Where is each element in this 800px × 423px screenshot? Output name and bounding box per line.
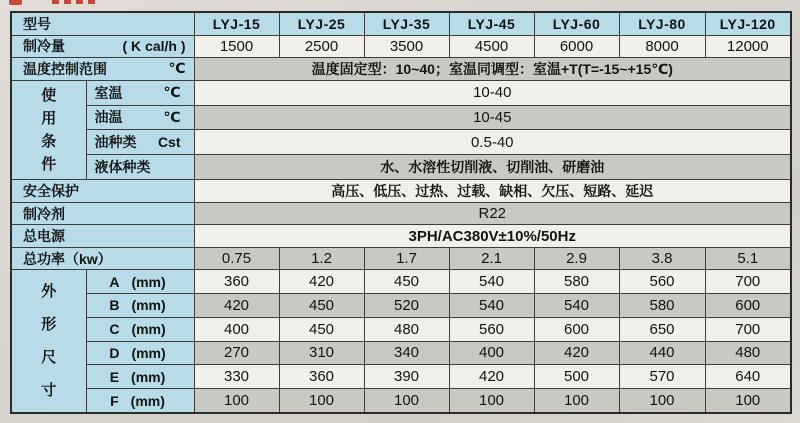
dim-value-cell: 540 — [449, 270, 534, 294]
dimension-row-C — [11, 317, 791, 341]
dim-value-cell: 500 — [534, 365, 619, 389]
dim-value-cell: 480 — [705, 341, 791, 365]
temp-control-range-label — [11, 58, 194, 81]
total-power-value-cell: 5.1 — [705, 247, 791, 270]
refrigerant-label: 制冷剂 — [11, 202, 194, 225]
total-power-value-cell: 0.75 — [194, 247, 279, 270]
liquid-type-value: 水、水溶性切削液、切削油、研磨油 — [194, 155, 791, 180]
model-header-cell: LYJ-120 — [705, 12, 791, 35]
dim-value-cell: 420 — [534, 341, 619, 365]
dim-value-cell: 100 — [619, 389, 705, 414]
dim-value-cell: 560 — [449, 317, 534, 341]
dim-value-cell: 650 — [619, 317, 705, 341]
dim-value-cell: 600 — [534, 317, 619, 341]
cooling-capacity-label — [11, 35, 194, 58]
dim-value-cell: 270 — [194, 341, 279, 365]
dim-value-cell: 100 — [279, 389, 364, 414]
cooling-capacity-value-cell: 6000 — [534, 35, 619, 58]
temp-control-range-label-text: 温度控制范围 — [23, 60, 107, 77]
dim-value-cell: 640 — [705, 365, 791, 389]
dim-value-cell: 100 — [364, 389, 449, 414]
room-temp-label: 室温 ℃ — [86, 80, 194, 105]
dim-value-cell: 450 — [364, 270, 449, 294]
dim-value-cell: 330 — [194, 365, 279, 389]
safety-protection-row — [11, 180, 791, 203]
dim-value-cell: 700 — [705, 270, 791, 294]
cooling-capacity-label-text: 制冷量 — [23, 38, 65, 55]
usage-oil-type-row — [11, 130, 791, 155]
dimension-row-D — [11, 341, 791, 365]
safety-protection-label: 安全保护 — [11, 180, 194, 203]
power-supply-value: 3PH/AC380V±10%/50Hz — [194, 225, 791, 248]
dim-value-cell: 440 — [619, 341, 705, 365]
model-header-cell: LYJ-35 — [364, 12, 449, 35]
usage-liquid-type-row — [11, 155, 791, 180]
model-header-cell: LYJ-25 — [279, 12, 364, 35]
dim-value-cell: 480 — [364, 317, 449, 341]
cooling-capacity-value-cell: 3500 — [364, 35, 449, 58]
dim-value-cell: 400 — [449, 341, 534, 365]
dim-D-label: D (mm) — [86, 341, 194, 365]
cropped-red-heading-fragment — [9, 0, 22, 5]
dim-value-cell: 580 — [619, 294, 705, 318]
cooling-capacity-value-cell: 4500 — [449, 35, 534, 58]
dim-value-cell: 390 — [364, 365, 449, 389]
dim-C-label: C (mm) — [86, 317, 194, 341]
oil-temp-label: 油温 ℃ — [86, 105, 194, 130]
dim-A-label: A (mm) — [86, 270, 194, 294]
dim-value-cell: 360 — [194, 270, 279, 294]
dim-value-cell: 100 — [194, 389, 279, 414]
dim-value-cell: 100 — [705, 389, 791, 414]
total-power-value-cell: 1.7 — [364, 247, 449, 270]
cooling-capacity-value-cell: 2500 — [279, 35, 364, 58]
dim-value-cell: 420 — [279, 270, 364, 294]
dim-value-cell: 340 — [364, 341, 449, 365]
temp-control-range-value: 温度固定型：10~40；室温同调型：室温+T(T=-15~+15℃) — [194, 58, 791, 81]
dim-value-cell: 600 — [705, 294, 791, 318]
dim-value-cell: 540 — [449, 294, 534, 318]
dim-value-cell: 100 — [534, 389, 619, 414]
dim-value-cell: 100 — [449, 389, 534, 414]
model-header-cell: LYJ-45 — [449, 12, 534, 35]
oil-viscosity-value: 0.5-40 — [194, 130, 791, 155]
dim-value-cell: 520 — [364, 294, 449, 318]
dim-value-cell: 450 — [279, 294, 364, 318]
dim-value-cell: 560 — [619, 270, 705, 294]
temp-control-range-unit: ℃ — [168, 60, 186, 77]
cooling-capacity-value-cell: 1500 — [194, 35, 279, 58]
cooling-capacity-unit: ( K cal/h ) — [122, 38, 186, 55]
power-supply-label: 总电源 — [11, 225, 194, 248]
dim-value-cell: 400 — [194, 317, 279, 341]
power-supply-row — [11, 225, 791, 248]
model-row — [11, 12, 791, 35]
total-power-value-cell: 1.2 — [279, 247, 364, 270]
temp-control-range-row — [11, 58, 791, 81]
cooling-capacity-value-cell: 12000 — [705, 35, 791, 58]
dimension-row-F — [11, 389, 791, 414]
dim-value-cell: 540 — [534, 294, 619, 318]
oil-viscosity-label: 油种类 Cst — [86, 130, 194, 155]
cropped-red-heading-fragment — [52, 0, 98, 4]
total-power-value-cell: 3.8 — [619, 247, 705, 270]
dim-value-cell: 450 — [279, 317, 364, 341]
cooling-capacity-value-cell: 8000 — [619, 35, 705, 58]
dim-B-label: B (mm) — [86, 294, 194, 318]
model-row-label: 型号 — [11, 12, 194, 35]
dim-value-cell: 420 — [194, 294, 279, 318]
dim-value-cell: 360 — [279, 365, 364, 389]
dimensions-group-label: 外形尺寸 — [11, 270, 86, 413]
dimension-row-B — [11, 294, 791, 318]
safety-protection-value: 高压、低压、过热、过载、缺相、欠压、短路、延迟 — [194, 180, 791, 203]
dim-value-cell: 580 — [534, 270, 619, 294]
total-power-value-cell: 2.1 — [449, 247, 534, 270]
usage-oil-temp-row — [11, 105, 791, 130]
model-header-cell: LYJ-60 — [534, 12, 619, 35]
model-header-cell: LYJ-15 — [194, 12, 279, 35]
dim-value-cell: 310 — [279, 341, 364, 365]
usage-conditions-group-label: 使用条件 — [11, 80, 86, 180]
total-power-row — [11, 247, 791, 270]
total-power-value-cell: 2.9 — [534, 247, 619, 270]
dimension-row-E — [11, 365, 791, 389]
dim-value-cell: 420 — [449, 365, 534, 389]
dim-value-cell: 700 — [705, 317, 791, 341]
dim-F-label: F (mm) — [86, 389, 194, 414]
dimension-row-A — [11, 270, 791, 294]
spec-table — [10, 11, 792, 414]
usage-room-temp-row — [11, 80, 791, 105]
oil-temp-value: 10-45 — [194, 105, 791, 130]
refrigerant-value: R22 — [194, 202, 791, 225]
room-temp-value: 10-40 — [194, 80, 791, 105]
liquid-type-label: 液体种类 — [86, 155, 194, 180]
model-header-cell: LYJ-80 — [619, 12, 705, 35]
refrigerant-row — [11, 202, 791, 225]
dim-value-cell: 570 — [619, 365, 705, 389]
total-power-label: 总功率（kw） — [11, 247, 194, 270]
cooling-capacity-row — [11, 35, 791, 58]
dim-E-label: E (mm) — [86, 365, 194, 389]
